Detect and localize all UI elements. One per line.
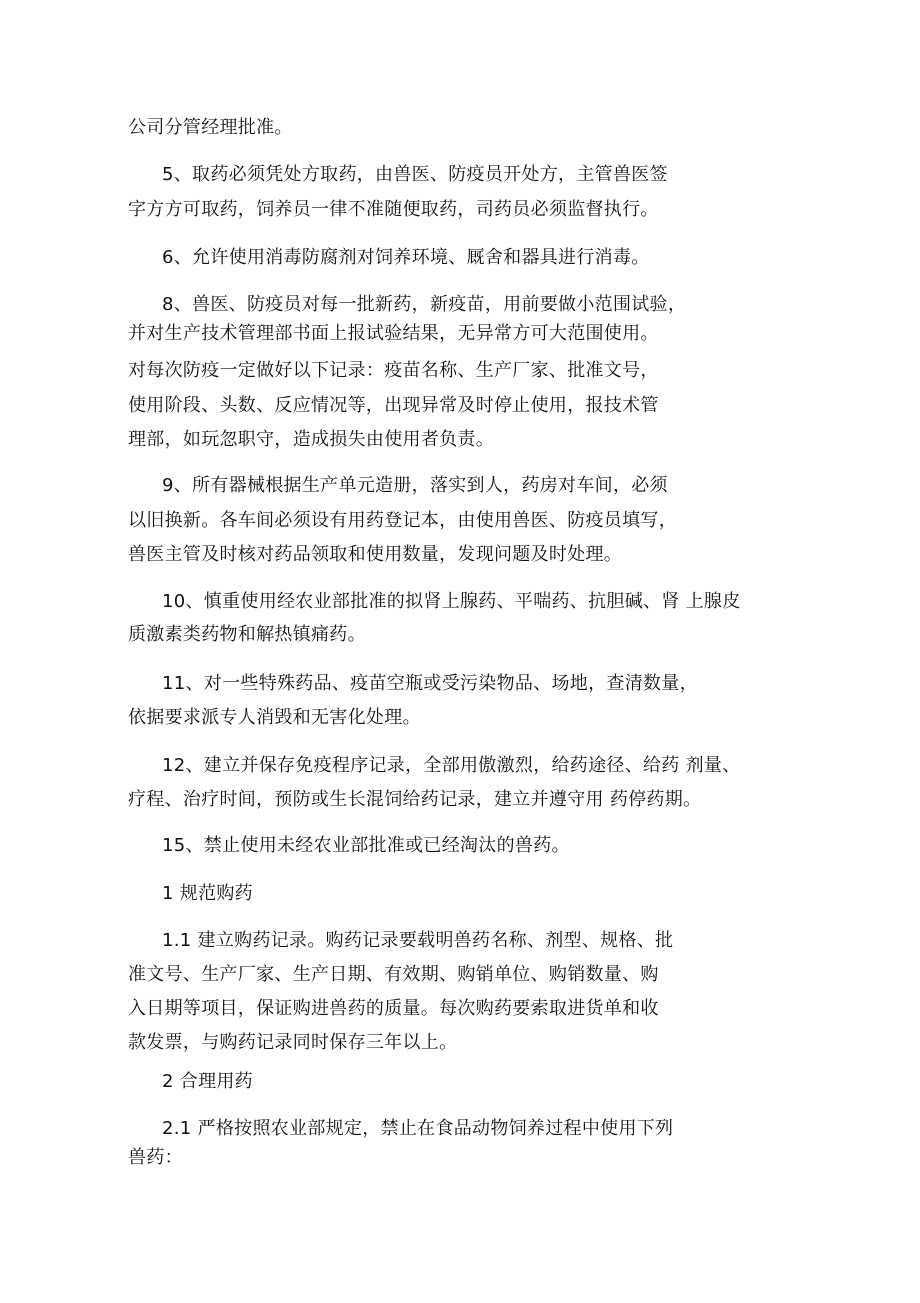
text-line: 字方方可取药，饲养员一律不准随便取药，司药员必须监督执行。 <box>128 199 659 220</box>
text-line: 兽药： <box>128 1147 183 1168</box>
section-heading: 2 合理用药 <box>162 1071 253 1092</box>
text-line: 1.1 建立购药记录。购药记录要载明兽药名称、剂型、规格、批 <box>162 930 674 951</box>
text-line: 质激素类药物和解热镇痛药。 <box>128 624 366 645</box>
text-line: 9、所有器械根据生产单元造册，落实到人，药房对车间，必须 <box>162 475 668 496</box>
text-line: 6、允许使用消毒防腐剂对饲养环境、厩舍和器具进行消毒。 <box>162 247 650 268</box>
text-line: 依据要求派专人消毁和无害化处理。 <box>128 707 421 728</box>
text-line: 公司分管经理批准。 <box>128 117 293 138</box>
text-line: 8、兽医、防疫员对每一批新药，新疫苗，用前要做小范围试验， <box>162 294 687 315</box>
text-line: 11、对一些特殊药品、疫苗空瓶或受污染物品、场地，查清数量， <box>162 673 698 694</box>
text-line: 10、慎重使用经农业部批准的拟肾上腺药、平喘药、抗胆碱、肾 上腺皮 <box>162 591 741 612</box>
text-line: 兽医主管及时核对药品领取和使用数量，发现问题及时处理。 <box>128 544 623 565</box>
text-line: 理部，如玩忽职守，造成损失由使用者负责。 <box>128 429 494 450</box>
text-line: 15、禁止使用未经农业部批准或已经淘汰的兽药。 <box>162 835 570 856</box>
text-line: 以旧换新。各车间必须设有用药登记本，由使用兽医、防疫员填写， <box>128 510 677 531</box>
section-heading: 1 规范购药 <box>162 883 253 904</box>
text-line: 使用阶段、头数、反应情况等，出现异常及时停止使用，报技术管 <box>128 395 659 416</box>
text-line: 2.1 严格按照农业部规定，禁止在食品动物饲养过程中使用下列 <box>162 1118 674 1139</box>
text-line: 入日期等项目，保证购进兽药的质量。每次购药要索取进货单和收 <box>128 998 659 1019</box>
text-line: 款发票，与购药记录同时保存三年以上。 <box>128 1032 458 1053</box>
text-line: 对每次防疫一定做好以下记录：疫苗名称、生产厂家、批准文号， <box>128 360 659 381</box>
text-line: 准文号、生产厂家、生产日期、有效期、购销单位、购销数量、购 <box>128 964 659 985</box>
text-line: 疗程、治疗时间，预防或生长混饲给药记录，建立并遵守用 药停药期。 <box>128 789 702 810</box>
text-line: 12、建立并保存免疫程序记录，全部用傲激烈，给药途径、给药 剂量、 <box>162 755 741 776</box>
text-line: 5、取药必须凭处方取药，由兽医、防疫员开处方，主管兽医签 <box>162 164 668 185</box>
text-line: 并对生产技术管理部书面上报试验结果，无异常方可大范围使用。 <box>128 323 659 344</box>
